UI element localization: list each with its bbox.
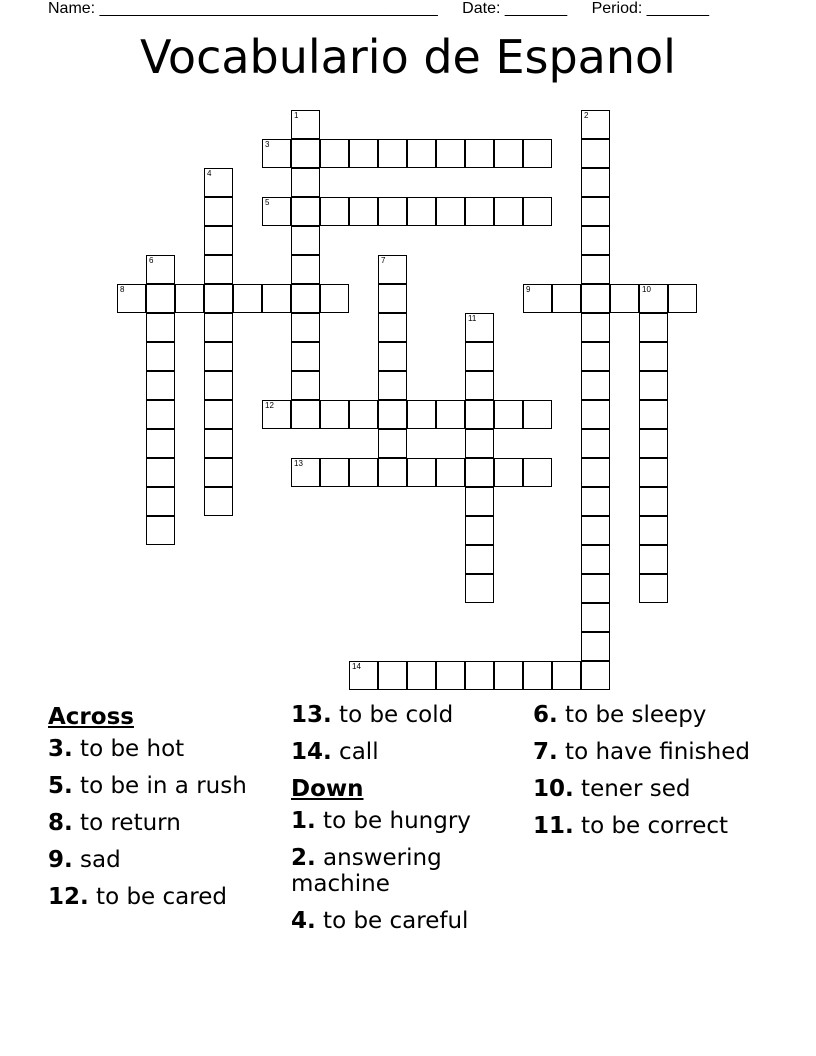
crossword-cell[interactable] [378, 139, 407, 168]
crossword-cell[interactable] [204, 168, 233, 197]
crossword-cell[interactable] [146, 458, 175, 487]
clue-item [291, 908, 526, 934]
crossword-cell[interactable] [436, 139, 465, 168]
clues-column-2 [291, 700, 526, 945]
crossword-cell[interactable] [465, 487, 494, 516]
crossword-cell[interactable] [204, 284, 233, 313]
clue-number: 3 [265, 140, 270, 149]
crossword-cell[interactable] [291, 342, 320, 371]
crossword-cell[interactable] [465, 574, 494, 603]
crossword-cell[interactable] [291, 371, 320, 400]
clue-item [533, 702, 768, 728]
clue-item-text: to have finished [557, 739, 750, 765]
crossword-cell[interactable] [204, 255, 233, 284]
clue-item-number: 2. [291, 845, 316, 871]
clue-item-number: 6. [533, 702, 558, 728]
crossword-cell[interactable] [378, 371, 407, 400]
clue-item-text: to be hot [72, 736, 185, 762]
crossword-cell[interactable] [146, 284, 175, 313]
date-field[interactable]: Date: _______ [462, 0, 568, 17]
crossword-cell[interactable] [581, 516, 610, 545]
crossword-cell[interactable] [378, 458, 407, 487]
clue-item-number: 13. [291, 702, 332, 728]
clue-item-number: 7. [533, 739, 558, 765]
crossword-cell[interactable] [378, 255, 407, 284]
crossword-cell[interactable] [204, 429, 233, 458]
clue-item-text: to be in a rush [72, 773, 247, 799]
crossword-cell[interactable] [465, 139, 494, 168]
crossword-cell[interactable] [465, 516, 494, 545]
clue-item-text: to be careful [315, 908, 469, 934]
crossword-cell[interactable] [378, 313, 407, 342]
crossword-cell[interactable] [639, 545, 668, 574]
clue-item-number: 5. [48, 773, 73, 799]
crossword-cell[interactable] [233, 284, 262, 313]
crossword-cell[interactable] [407, 458, 436, 487]
clue-item [48, 810, 283, 836]
clue-item-text: sad [72, 847, 121, 873]
crossword-cell[interactable] [146, 400, 175, 429]
crossword-cell[interactable] [378, 400, 407, 429]
crossword-cell[interactable] [523, 661, 552, 690]
crossword-cell[interactable] [349, 197, 378, 226]
crossword-cell[interactable] [581, 661, 610, 690]
crossword-cell[interactable] [610, 284, 639, 313]
crossword-cell[interactable] [204, 226, 233, 255]
crossword-cell[interactable] [320, 400, 349, 429]
crossword-cell[interactable] [465, 429, 494, 458]
clue-item [291, 702, 526, 728]
crossword-cell[interactable] [581, 603, 610, 632]
clue-item-number: 3. [48, 736, 73, 762]
crossword-cell[interactable] [407, 661, 436, 690]
crossword-cell[interactable] [291, 400, 320, 429]
crossword-cell[interactable] [668, 284, 697, 313]
clue-number: 4 [207, 169, 212, 178]
crossword-cell[interactable] [465, 197, 494, 226]
crossword-cell[interactable] [581, 110, 610, 139]
crossword-cell[interactable] [262, 139, 291, 168]
crossword-cell[interactable] [639, 574, 668, 603]
clue-item [533, 776, 768, 802]
crossword-cell[interactable] [523, 284, 552, 313]
crossword-cell[interactable] [465, 342, 494, 371]
crossword-cell[interactable] [146, 429, 175, 458]
crossword-cell[interactable] [204, 313, 233, 342]
crossword-cell[interactable] [291, 313, 320, 342]
crossword-cell[interactable] [378, 197, 407, 226]
crossword-cell[interactable] [407, 139, 436, 168]
crossword-cell[interactable] [581, 226, 610, 255]
crossword-cell[interactable] [204, 400, 233, 429]
crossword-cell[interactable] [204, 371, 233, 400]
crossword-cell[interactable] [552, 661, 581, 690]
crossword-cell[interactable] [465, 400, 494, 429]
crossword-cell[interactable] [639, 400, 668, 429]
crossword-cell[interactable] [523, 197, 552, 226]
crossword-cell[interactable] [378, 342, 407, 371]
crossword-cell[interactable] [494, 197, 523, 226]
clue-item-number: 4. [291, 908, 316, 934]
crossword-cell[interactable] [581, 342, 610, 371]
clue-number: 9 [526, 285, 531, 294]
crossword-cell[interactable] [494, 139, 523, 168]
crossword-cell[interactable] [639, 516, 668, 545]
across-heading: Across [48, 704, 134, 730]
crossword-cell[interactable] [204, 342, 233, 371]
crossword-cell[interactable] [639, 313, 668, 342]
crossword-cell[interactable] [581, 313, 610, 342]
crossword-cell[interactable] [523, 400, 552, 429]
name-field[interactable]: Name: ______________________________________ [48, 0, 438, 17]
clues-column-3 [533, 700, 768, 850]
period-field[interactable]: Period: _______ [591, 0, 710, 17]
clue-item-text: to be correct [573, 813, 729, 839]
crossword-cell[interactable] [378, 284, 407, 313]
crossword-cell[interactable] [320, 139, 349, 168]
clue-item-text: to be hungry [315, 808, 471, 834]
crossword-cell[interactable] [523, 458, 552, 487]
crossword-cell[interactable] [465, 545, 494, 574]
crossword-cell[interactable] [349, 458, 378, 487]
clue-item-text: to be cared [88, 884, 227, 910]
crossword-cell[interactable] [465, 458, 494, 487]
crossword-cell[interactable] [639, 487, 668, 516]
crossword-cell[interactable] [291, 226, 320, 255]
crossword-cell[interactable] [291, 139, 320, 168]
clue-item [48, 736, 283, 762]
crossword-cell[interactable] [146, 371, 175, 400]
crossword-cell[interactable] [117, 284, 146, 313]
clue-item-number: 1. [291, 808, 316, 834]
crossword-cell[interactable] [146, 516, 175, 545]
clue-item-number: 11. [533, 813, 574, 839]
clue-item [48, 847, 283, 873]
crossword-cell[interactable] [291, 458, 320, 487]
clue-item-number: 8. [48, 810, 73, 836]
crossword-cell[interactable] [581, 255, 610, 284]
clue-number: 10 [642, 285, 651, 294]
crossword-cell[interactable] [436, 197, 465, 226]
crossword-cell[interactable] [494, 400, 523, 429]
crossword-cell[interactable] [552, 284, 581, 313]
page-title: Vocabulario de Espanol [140, 30, 676, 84]
crossword-cell[interactable] [639, 284, 668, 313]
crossword-cell[interactable] [291, 284, 320, 313]
clue-item [48, 773, 283, 799]
clue-number: 13 [294, 459, 303, 468]
clue-item-text: answering machine [291, 845, 442, 897]
clue-item-number: 14. [291, 739, 332, 765]
crossword-cell[interactable] [146, 342, 175, 371]
crossword-cell[interactable] [175, 284, 204, 313]
clue-number: 6 [149, 256, 154, 265]
clue-item [533, 739, 768, 765]
crossword-cell[interactable] [146, 313, 175, 342]
crossword-cell[interactable] [349, 661, 378, 690]
crossword-cell[interactable] [349, 400, 378, 429]
crossword-cell[interactable] [523, 139, 552, 168]
crossword-cell[interactable] [291, 255, 320, 284]
crossword-cell[interactable] [204, 458, 233, 487]
crossword-cell[interactable] [581, 284, 610, 313]
crossword-cell[interactable] [320, 284, 349, 313]
clue-item-number: 12. [48, 884, 89, 910]
crossword-cell[interactable] [291, 197, 320, 226]
crossword-cell[interactable] [204, 487, 233, 516]
crossword-cell[interactable] [639, 342, 668, 371]
crossword-cell[interactable] [320, 458, 349, 487]
crossword-cell[interactable] [581, 371, 610, 400]
crossword-cell[interactable] [581, 574, 610, 603]
crossword-cell[interactable] [494, 458, 523, 487]
crossword-cell[interactable] [407, 197, 436, 226]
crossword-cell[interactable] [378, 429, 407, 458]
crossword-cell[interactable] [639, 371, 668, 400]
crossword-cell[interactable] [494, 661, 523, 690]
clue-item [291, 808, 526, 834]
clue-item-number: 9. [48, 847, 73, 873]
clue-item [291, 845, 526, 897]
crossword-cell[interactable] [436, 400, 465, 429]
crossword-cell[interactable] [349, 139, 378, 168]
clue-item-number: 10. [533, 776, 574, 802]
crossword-cell[interactable] [320, 197, 349, 226]
clue-number: 12 [265, 401, 274, 410]
crossword-cell[interactable] [465, 313, 494, 342]
clue-item-text: to return [72, 810, 181, 836]
clue-number: 2 [584, 111, 589, 120]
crossword-cell[interactable] [581, 429, 610, 458]
clue-item-text: call [331, 739, 379, 765]
crossword-cell[interactable] [581, 400, 610, 429]
crossword-cell[interactable] [262, 400, 291, 429]
crossword-cell[interactable] [581, 632, 610, 661]
crossword-cell[interactable] [146, 255, 175, 284]
clue-number: 11 [468, 314, 477, 323]
clue-number: 7 [381, 256, 386, 265]
crossword-cell[interactable] [146, 487, 175, 516]
crossword-cell[interactable] [581, 458, 610, 487]
crossword-cell[interactable] [436, 661, 465, 690]
crossword-cell[interactable] [291, 110, 320, 139]
clue-number: 14 [352, 662, 361, 671]
clue-number: 5 [265, 198, 270, 207]
clue-item-text: tener sed [573, 776, 691, 802]
crossword-cell[interactable] [581, 487, 610, 516]
crossword-cell[interactable] [581, 545, 610, 574]
crossword-cell[interactable] [581, 168, 610, 197]
crossword-cell[interactable] [378, 661, 407, 690]
crossword-cell[interactable] [407, 400, 436, 429]
crossword-cell[interactable] [639, 429, 668, 458]
clue-number: 8 [120, 285, 125, 294]
clue-item [48, 884, 283, 910]
crossword-cell[interactable] [465, 661, 494, 690]
crossword-cell[interactable] [465, 371, 494, 400]
clue-item [533, 813, 768, 839]
clues-column-1 [48, 700, 283, 921]
crossword-cell[interactable] [262, 197, 291, 226]
clue-item-text: to be cold [331, 702, 454, 728]
crossword-cell[interactable] [204, 197, 233, 226]
clue-item [291, 739, 526, 765]
crossword-cell[interactable] [291, 168, 320, 197]
down-heading: Down [291, 776, 364, 802]
crossword-cell[interactable] [436, 458, 465, 487]
crossword-cell[interactable] [581, 139, 610, 168]
clue-item-text: to be sleepy [557, 702, 707, 728]
clue-number: 1 [294, 111, 299, 120]
crossword-cell[interactable] [262, 284, 291, 313]
crossword-cell[interactable] [639, 458, 668, 487]
crossword-cell[interactable] [581, 197, 610, 226]
